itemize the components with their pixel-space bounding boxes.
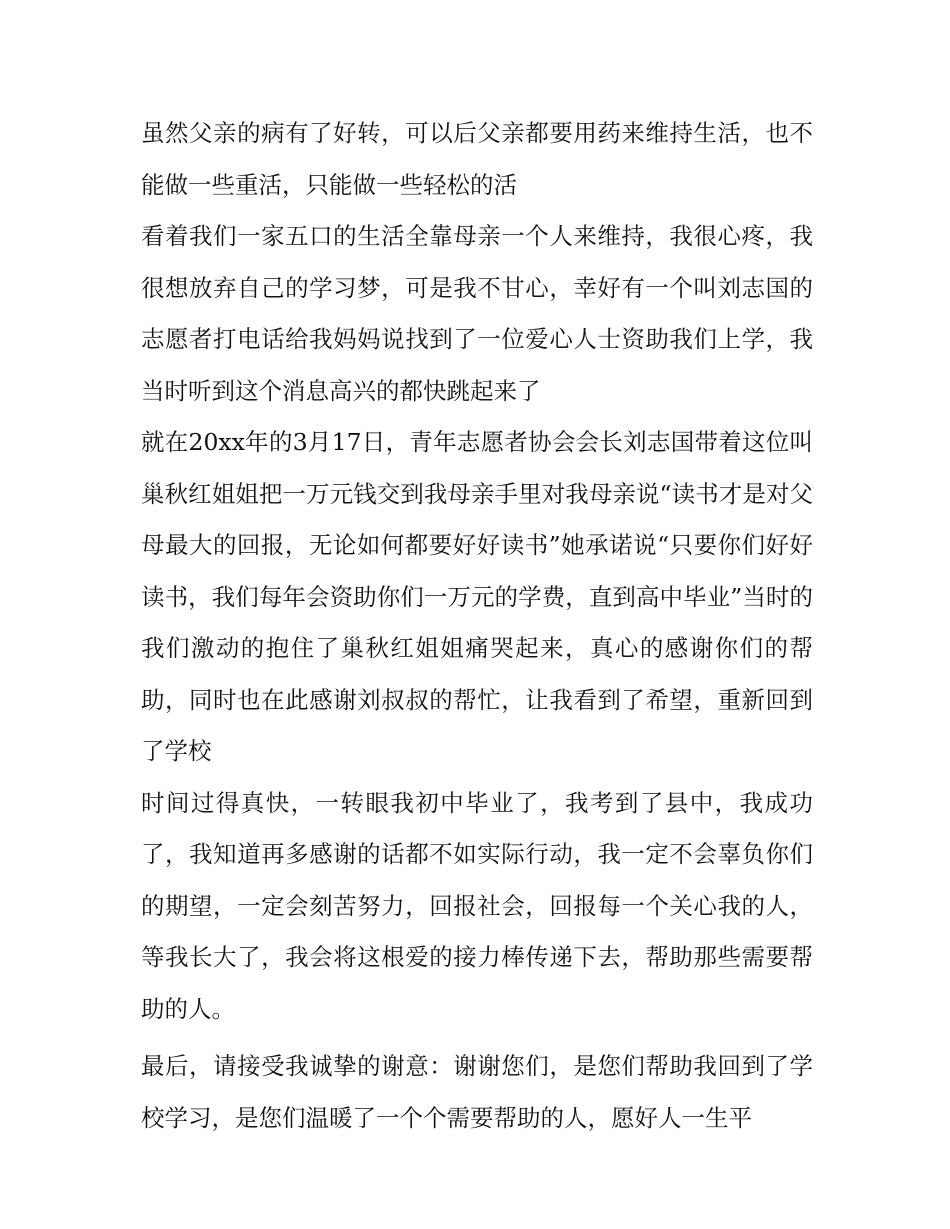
- paragraph-thanks: 最后，请接受我诚挚的谢意：谢谢您们，是您们帮助我回到了学校学习，是您们温暖了一个个需要帮助的人，愿好人一生平: [141, 1052, 813, 1132]
- paragraph-graduation: 时间过得真快，一转眼我初中毕业了，我考到了县中，我成功了，我知道再多感谢的话都不如实际行动，我一定不会辜负你们的期望，一定会刻苦努力，回报社会，回报每一个关心我的人，等我长大了，我会将这根爱的接力棒传递下去，帮助那些需要帮助的人。: [141, 788, 813, 1023]
- paragraph-father-illness: 虽然父亲的病有了好转，可以后父亲都要用药来维持生活，也不能做一些重活，只能做一些轻松的活: [141, 119, 813, 199]
- document-body: [141, 108, 813, 1144]
- paragraph-donation: 就在20xx年的3月17日，青年志愿者协会会长刘志国带着这位叫巢秋红姐姐把一万元钱交到我母亲手里对我母亲说“读书才是对父母最大的回报，无论如何都要好好读书”她承诺说“只要你们好好读书，我们每年会资助你们一万元的学费，直到高中毕业”当时的我们激动的抱住了巢秋红姐姐痛哭起来，真心的感谢你们的帮助，同时也在此感谢刘叔叔的帮忙，让我看到了希望，重新回到了学校: [141, 428, 813, 765]
- paragraph-mother-support: 看着我们一家五口的生活全靠母亲一个人来维持，我很心疼，我很想放弃自己的学习梦，可是我不甘心，幸好有一个叫刘志国的志愿者打电话给我妈妈说找到了一位爱心人士资助我们上学，我当时听到这个消息高兴的都快跳起来了: [141, 222, 813, 405]
